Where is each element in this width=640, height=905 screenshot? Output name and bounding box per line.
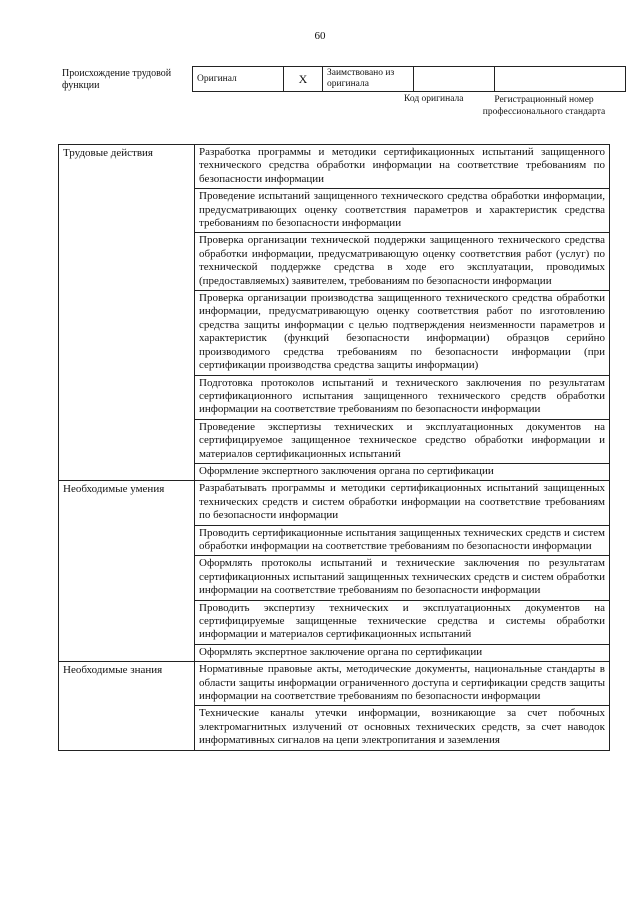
group-label-skills: Необходимые умения xyxy=(59,481,195,662)
action-item: Оформление экспертного заключения органа по сертификации xyxy=(195,463,610,480)
page-number: 60 xyxy=(314,30,326,42)
skill-item: Проводить сертификационные испытания защищенных технических средств и систем обработки информации на соответствие требованиям по безопасности информации xyxy=(195,525,610,556)
code-caption: Код оригинала xyxy=(404,94,464,104)
skill-item: Проводить экспертизу технических и эксплуатационных документов на сертифицируемые защищенные технические средства и системы обработки информации и материалов сертификационных испытаний xyxy=(195,600,610,644)
original-mark: X xyxy=(284,67,323,92)
action-item: Проведение испытаний защищенного технического средства обработки информации, предусматривающих оценку соответствия параметров и характеристик средства требованиям по безопасности информации xyxy=(195,189,610,233)
registration-caption: Регистрационный номер профессионального стандарта xyxy=(482,95,606,117)
action-item: Проверка организации технической поддержки защищенного технического средства обработки информации, предусматривающую оценку соответствия работ (услуг) по технической поддержке средства в ходе его эксплуатации, проводимых (предоставляемых) заявителем, требованиям по безопасности информации xyxy=(195,233,610,291)
origin-table xyxy=(192,66,626,92)
labor-functions-table xyxy=(58,144,610,751)
knowledge-item: Технические каналы утечки информации, возникающие за счет побочных электромагнитных излучений от основных технических средств, за счет наводок информативных сигналов на цепи электропитания и заземления xyxy=(195,706,610,750)
knowledge-item: Нормативные правовые акты, методические документы, национальные стандарты в области защиты информации ограниченного доступа и сертификации средств защиты информации на соответствие требованиям по безопасности информации xyxy=(195,662,610,706)
original-cell: Оригинал xyxy=(193,67,284,92)
group-label-actions: Трудовые действия xyxy=(59,145,195,481)
skill-item: Оформлять экспертное заключение органа по сертификации xyxy=(195,644,610,661)
action-item: Проверка организации производства защищенного технического средства обработки информации, предусматривающую оценку соответствия работ по изготовлению средства защиты информации с целью подтверждения неизменности параметров и характеристик (функций безопасности информации) образцов серийно производимого средства требованиям по безопасности информации (при сертификации производства средства защиты информации) xyxy=(195,291,610,375)
origin-label: Происхождение трудовой функции xyxy=(62,68,172,91)
skill-item: Разрабатывать программы и методики сертификационных испытаний защищенных технических средств и систем обработки информации на соответствие требованиям по безопасности информации xyxy=(195,481,610,525)
action-item: Разработка программы и методики сертификационных испытаний защищенного технического средства обработки информации на соответствие требованиям по безопасности информации xyxy=(195,145,610,189)
original-code-cell xyxy=(414,67,495,92)
action-item: Проведение экспертизы технических и эксплуатационных документов на сертифицируемое защищенное техническое средство обработки информации и материалов сертификационных испытаний xyxy=(195,419,610,463)
group-label-knowledge: Необходимые знания xyxy=(59,662,195,750)
skill-item: Оформлять протоколы испытаний и технические заключения по результатам сертификационных испытаний защищенных технических средств и систем обработки информации на соответствие требованиям по безопасности информации xyxy=(195,556,610,600)
action-item: Подготовка протоколов испытаний и технического заключения по результатам сертификационного испытания защищенного технического средств обработки информации на соответствие требованиям по безопасности информации xyxy=(195,375,610,419)
borrowed-cell: Заимствовано из оригинала xyxy=(323,67,414,92)
registration-number-cell xyxy=(495,67,626,92)
